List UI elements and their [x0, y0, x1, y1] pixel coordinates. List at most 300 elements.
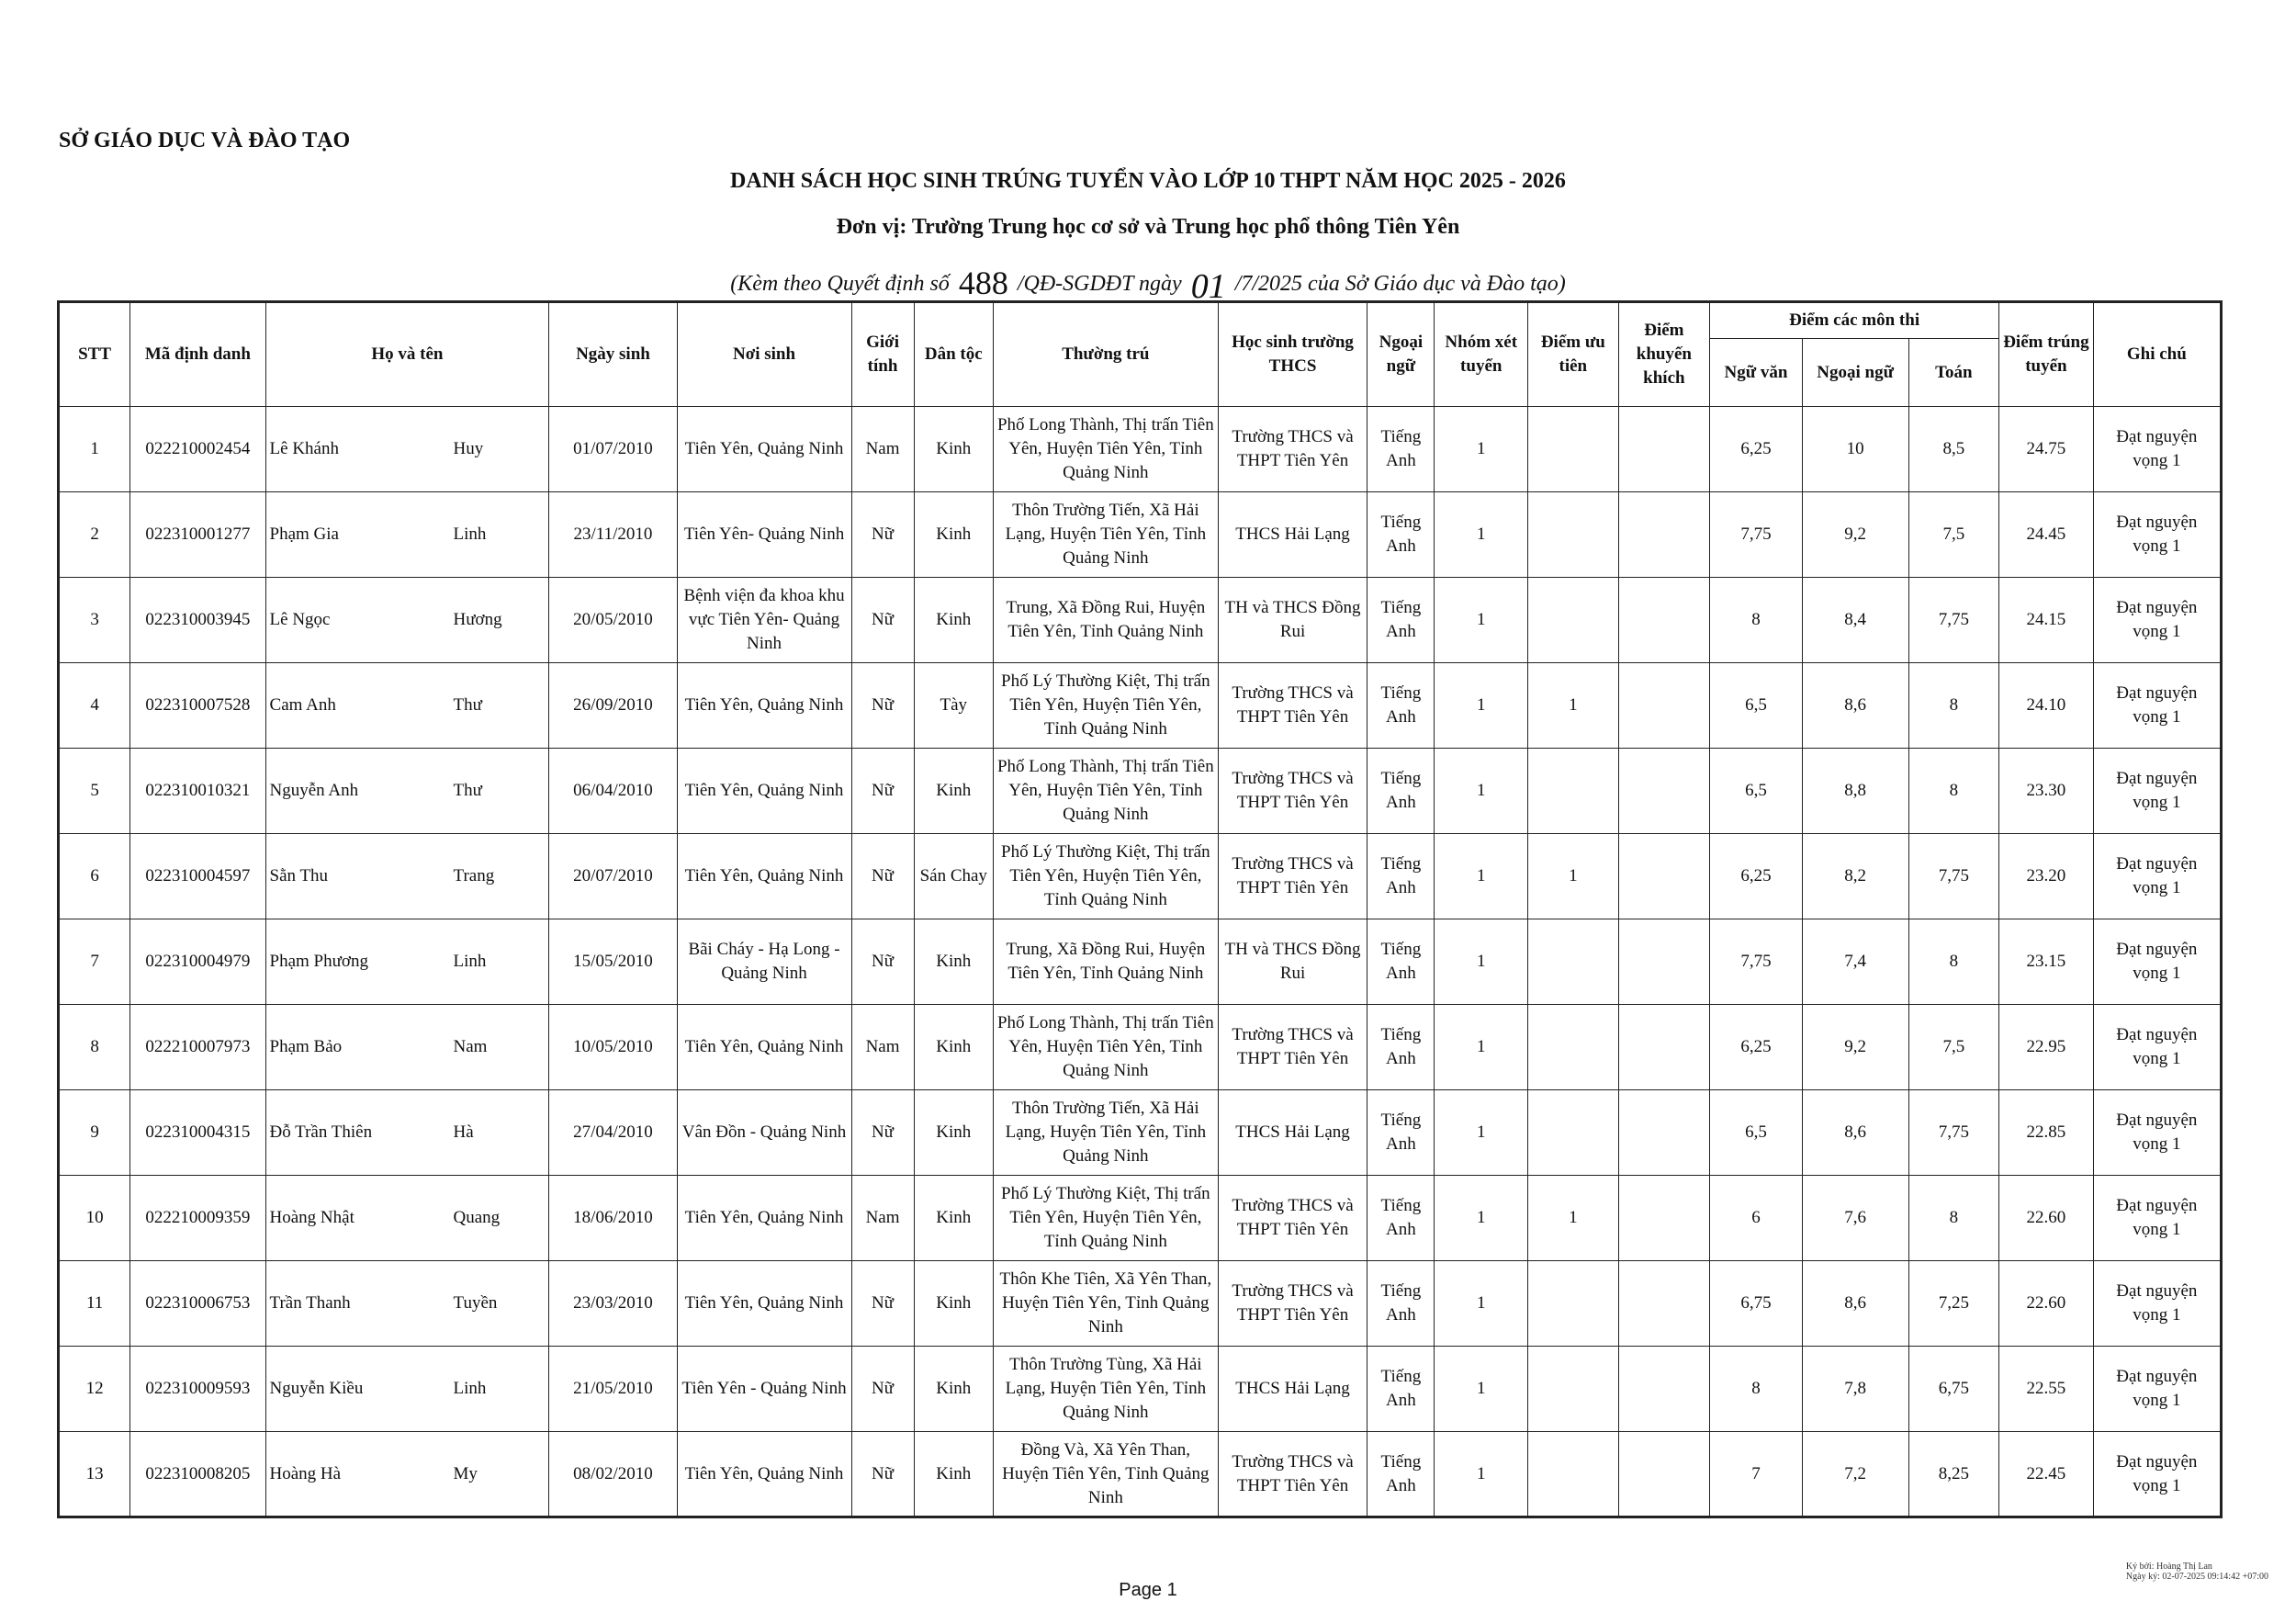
cell-priority [1528, 1261, 1619, 1347]
cell-residence: Đồng Và, Xã Yên Than, Huyện Tiên Yên, Tỉnh Quảng Ninh [993, 1432, 1218, 1517]
cell-note: Đạt nguyện vọng 1 [2093, 1432, 2221, 1517]
col-gender: Giới tính [851, 302, 914, 407]
table-row [59, 1005, 2222, 1090]
table-row [59, 1432, 2222, 1517]
cell-total: 23.30 [1999, 749, 2094, 834]
cell-note: Đạt nguyện vọng 1 [2093, 919, 2221, 1005]
cell-name [265, 919, 549, 1005]
cell-ethnicity: Kinh [914, 1261, 993, 1347]
cell-lit: 6,75 [1710, 1261, 1803, 1347]
cell-total: 22.85 [1999, 1090, 2094, 1176]
cell-foreign: 7,4 [1802, 919, 1908, 1005]
cell-priority [1528, 1090, 1619, 1176]
cell-school: TH và THCS Đồng Rui [1218, 919, 1367, 1005]
cell-language: Tiếng Anh [1367, 1432, 1435, 1517]
cell-note: Đạt nguyện vọng 1 [2093, 834, 2221, 919]
table-row [59, 919, 2222, 1005]
cell-priority: 1 [1528, 663, 1619, 749]
cell-gender: Nam [851, 1005, 914, 1090]
cell-name [265, 1005, 549, 1090]
cell-given-name: Hà [453, 1122, 474, 1142]
cell-group: 1 [1435, 1176, 1528, 1261]
cell-first-name: Phạm Phương [269, 952, 368, 971]
cell-given-name: Linh [453, 952, 487, 971]
col-math: Toán [1908, 339, 1999, 407]
cell-math: 7,5 [1908, 492, 1999, 578]
cell-first-name: Phạm Bảo [269, 1037, 343, 1056]
cell-group: 1 [1435, 1005, 1528, 1090]
cell-foreign: 8,8 [1802, 749, 1908, 834]
cell-ethnicity: Sán Chay [914, 834, 993, 919]
cell-group: 1 [1435, 1347, 1528, 1432]
col-foreign: Ngoại ngữ [1802, 339, 1908, 407]
cell-lit: 6 [1710, 1176, 1803, 1261]
cell-birthplace: Tiên Yên, Quảng Ninh [677, 407, 851, 492]
cell-dob: 18/06/2010 [549, 1176, 677, 1261]
cell-id: 022310009593 [130, 1347, 265, 1432]
col-lit: Ngữ văn [1710, 339, 1803, 407]
table-row [59, 1347, 2222, 1432]
cell-first-name: Lê Khánh [269, 439, 339, 458]
cell-lit: 6,25 [1710, 407, 1803, 492]
cell-language: Tiếng Anh [1367, 578, 1435, 663]
cell-dob: 20/05/2010 [549, 578, 677, 663]
cell-language: Tiếng Anh [1367, 1261, 1435, 1347]
cell-birthplace: Tiên Yên, Quảng Ninh [677, 1432, 851, 1517]
cell-gender: Nữ [851, 834, 914, 919]
cell-stt: 1 [59, 407, 130, 492]
cell-first-name: Đỗ Trần Thiên [269, 1122, 373, 1142]
cell-foreign: 8,6 [1802, 1090, 1908, 1176]
cell-math: 8 [1908, 1176, 1999, 1261]
cell-dob: 08/02/2010 [549, 1432, 677, 1517]
cell-given-name: Linh [453, 524, 487, 544]
cell-lit: 7,75 [1710, 919, 1803, 1005]
cell-gender: Nữ [851, 1261, 914, 1347]
cell-total: 23.15 [1999, 919, 2094, 1005]
cell-first-name: Hoàng Hà [269, 1463, 342, 1483]
cell-dob: 15/05/2010 [549, 919, 677, 1005]
cell-birthplace: Tiên Yên, Quảng Ninh [677, 749, 851, 834]
cell-stt: 6 [59, 834, 130, 919]
cell-language: Tiếng Anh [1367, 834, 1435, 919]
cell-residence: Phố Long Thành, Thị trấn Tiên Yên, Huyện Tiên Yên, Tỉnh Quảng Ninh [993, 749, 1218, 834]
cell-gender: Nữ [851, 1090, 914, 1176]
cell-language: Tiếng Anh [1367, 919, 1435, 1005]
decision-day: 01 [1190, 267, 1226, 306]
cell-group: 1 [1435, 663, 1528, 749]
cell-language: Tiếng Anh [1367, 407, 1435, 492]
cell-total: 22.45 [1999, 1432, 2094, 1517]
col-id: Mã định danh [130, 302, 265, 407]
cell-total: 24.45 [1999, 492, 2094, 578]
cell-math: 8,25 [1908, 1432, 1999, 1517]
cell-priority [1528, 407, 1619, 492]
cell-foreign: 10 [1802, 407, 1908, 492]
cell-school: Trường THCS và THPT Tiên Yên [1218, 1261, 1367, 1347]
cell-given-name: Linh [453, 1379, 487, 1398]
col-note: Ghi chú [2093, 302, 2221, 407]
cell-priority: 1 [1528, 834, 1619, 919]
cell-note: Đạt nguyện vọng 1 [2093, 1090, 2221, 1176]
cell-birthplace: Vân Đồn - Quảng Ninh [677, 1090, 851, 1176]
cell-stt: 13 [59, 1432, 130, 1517]
cell-residence: Phố Long Thành, Thị trấn Tiên Yên, Huyện Tiên Yên, Tỉnh Quảng Ninh [993, 407, 1218, 492]
cell-priority: 1 [1528, 1176, 1619, 1261]
cell-note: Đạt nguyện vọng 1 [2093, 492, 2221, 578]
cell-residence: Phố Lý Thường Kiệt, Thị trấn Tiên Yên, Huyện Tiên Yên, Tỉnh Quảng Ninh [993, 663, 1218, 749]
cell-residence: Phố Lý Thường Kiệt, Thị trấn Tiên Yên, Huyện Tiên Yên, Tỉnh Quảng Ninh [993, 834, 1218, 919]
cell-lit: 7,75 [1710, 492, 1803, 578]
cell-name [265, 834, 549, 919]
cell-note: Đạt nguyện vọng 1 [2093, 578, 2221, 663]
cell-foreign: 8,6 [1802, 1261, 1908, 1347]
signed-date: Ngày ký: 02-07-2025 09:14:42 +07:00 [2125, 1572, 2268, 1582]
cell-gender: Nữ [851, 578, 914, 663]
cell-total: 22.95 [1999, 1005, 2094, 1090]
cell-dob: 20/07/2010 [549, 834, 677, 919]
cell-foreign: 8,6 [1802, 663, 1908, 749]
cell-school: Trường THCS và THPT Tiên Yên [1218, 663, 1367, 749]
cell-first-name: Phạm Gia [269, 524, 339, 544]
cell-stt: 8 [59, 1005, 130, 1090]
table-row [59, 749, 2222, 834]
cell-name [265, 663, 549, 749]
cell-math: 8 [1908, 919, 1999, 1005]
cell-bonus [1618, 578, 1710, 663]
cell-residence: Phố Long Thành, Thị trấn Tiên Yên, Huyện Tiên Yên, Tỉnh Quảng Ninh [993, 1005, 1218, 1090]
cell-total: 22.55 [1999, 1347, 2094, 1432]
unit-name: Đơn vị: Trường Trung học cơ sở và Trung học phổ thông Tiên Yên [836, 215, 1460, 239]
col-total: Điểm trúng tuyển [1999, 302, 2094, 407]
cell-bonus [1618, 492, 1710, 578]
cell-first-name: Lê Ngọc [269, 610, 331, 629]
cell-dob: 06/04/2010 [549, 749, 677, 834]
cell-note: Đạt nguyện vọng 1 [2093, 1347, 2221, 1432]
cell-note: Đạt nguyện vọng 1 [2093, 1261, 2221, 1347]
cell-priority [1528, 492, 1619, 578]
cell-given-name: Huy [453, 439, 484, 458]
cell-priority [1528, 578, 1619, 663]
cell-birthplace: Tiên Yên- Quảng Ninh [677, 492, 851, 578]
cell-id: 022210009359 [130, 1176, 265, 1261]
cell-ethnicity: Kinh [914, 407, 993, 492]
cell-math: 8 [1908, 663, 1999, 749]
cell-residence: Phố Lý Thường Kiệt, Thị trấn Tiên Yên, Huyện Tiên Yên, Tỉnh Quảng Ninh [993, 1176, 1218, 1261]
cell-ethnicity: Kinh [914, 492, 993, 578]
cell-bonus [1618, 749, 1710, 834]
cell-given-name: Thư [453, 695, 482, 715]
cell-dob: 01/07/2010 [549, 407, 677, 492]
table-row [59, 578, 2222, 663]
cell-group: 1 [1435, 578, 1528, 663]
cell-name [265, 1261, 549, 1347]
cell-foreign: 7,6 [1802, 1176, 1908, 1261]
cell-bonus [1618, 1090, 1710, 1176]
cell-gender: Nữ [851, 492, 914, 578]
col-school: Học sinh trường THCS [1218, 302, 1367, 407]
decision-suffix: /7/2025 của Sở Giáo dục và Đào tạo) [1234, 272, 1566, 296]
col-residence: Thường trú [993, 302, 1218, 407]
cell-school: THCS Hải Lạng [1218, 1347, 1367, 1432]
col-dob: Ngày sinh [549, 302, 677, 407]
cell-given-name: Thư [453, 781, 482, 800]
cell-ethnicity: Kinh [914, 1432, 993, 1517]
cell-id: 022310001277 [130, 492, 265, 578]
decision-reference [0, 259, 2296, 306]
page-number: Page 1 [1119, 1580, 1177, 1600]
cell-birthplace: Bệnh viện đa khoa khu vực Tiên Yên- Quảng Ninh [677, 578, 851, 663]
cell-dob: 10/05/2010 [549, 1005, 677, 1090]
col-name: Họ và tên [265, 302, 549, 407]
cell-ethnicity: Kinh [914, 1176, 993, 1261]
cell-bonus [1618, 1005, 1710, 1090]
cell-name [265, 407, 549, 492]
cell-id: 022310010321 [130, 749, 265, 834]
cell-name [265, 749, 549, 834]
cell-birthplace: Bãi Cháy - Hạ Long - Quảng Ninh [677, 919, 851, 1005]
cell-gender: Nữ [851, 749, 914, 834]
cell-gender: Nam [851, 1176, 914, 1261]
cell-given-name: Nam [453, 1037, 488, 1056]
cell-dob: 23/03/2010 [549, 1261, 677, 1347]
col-language: Ngoại ngữ [1367, 302, 1435, 407]
cell-ethnicity: Kinh [914, 578, 993, 663]
admission-table [57, 300, 2223, 1518]
cell-first-name: Sằn Thu [269, 866, 329, 885]
signed-by: Ký bởi: Hoàng Thị Lan [2125, 1562, 2212, 1572]
cell-ethnicity: Tày [914, 663, 993, 749]
cell-residence: Thôn Khe Tiên, Xã Yên Than, Huyện Tiên Yên, Tỉnh Quảng Ninh [993, 1261, 1218, 1347]
cell-id: 022310004315 [130, 1090, 265, 1176]
cell-birthplace: Tiên Yên, Quảng Ninh [677, 1176, 851, 1261]
cell-stt: 4 [59, 663, 130, 749]
cell-id: 022310006753 [130, 1261, 265, 1347]
table-row [59, 1261, 2222, 1347]
cell-school: Trường THCS và THPT Tiên Yên [1218, 1005, 1367, 1090]
cell-lit: 6,25 [1710, 834, 1803, 919]
cell-stt: 11 [59, 1261, 130, 1347]
cell-birthplace: Tiên Yên, Quảng Ninh [677, 834, 851, 919]
cell-school: Trường THCS và THPT Tiên Yên [1218, 834, 1367, 919]
cell-school: Trường THCS và THPT Tiên Yên [1218, 749, 1367, 834]
table-row [59, 492, 2222, 578]
cell-priority [1528, 919, 1619, 1005]
cell-ethnicity: Kinh [914, 1347, 993, 1432]
cell-given-name: Trang [453, 866, 495, 885]
cell-birthplace: Tiên Yên, Quảng Ninh [677, 663, 851, 749]
cell-ethnicity: Kinh [914, 919, 993, 1005]
cell-birthplace: Tiên Yên - Quảng Ninh [677, 1347, 851, 1432]
table-row [59, 834, 2222, 919]
cell-note: Đạt nguyện vọng 1 [2093, 1005, 2221, 1090]
cell-id: 022310004597 [130, 834, 265, 919]
cell-residence: Trung, Xã Đồng Rui, Huyện Tiên Yên, Tỉnh Quảng Ninh [993, 578, 1218, 663]
col-priority: Điểm ưu tiên [1528, 302, 1619, 407]
cell-group: 1 [1435, 749, 1528, 834]
cell-lit: 8 [1710, 1347, 1803, 1432]
cell-name [265, 1176, 549, 1261]
document-title: DANH SÁCH HỌC SINH TRÚNG TUYỂN VÀO LỚP 10 THPT NĂM HỌC 2025 - 2026 [730, 169, 1566, 193]
cell-school: Trường THCS và THPT Tiên Yên [1218, 1432, 1367, 1517]
cell-bonus [1618, 919, 1710, 1005]
cell-ethnicity: Kinh [914, 1005, 993, 1090]
cell-group: 1 [1435, 1090, 1528, 1176]
table-row [59, 1176, 2222, 1261]
cell-bonus [1618, 1432, 1710, 1517]
cell-group: 1 [1435, 834, 1528, 919]
cell-foreign: 7,8 [1802, 1347, 1908, 1432]
cell-foreign: 8,4 [1802, 578, 1908, 663]
cell-total: 24.15 [1999, 578, 2094, 663]
decision-mid: /QĐ-SGDĐT ngày [1017, 272, 1182, 296]
cell-first-name: Nguyễn Kiều [269, 1379, 364, 1398]
col-ethnicity: Dân tộc [914, 302, 993, 407]
cell-total: 22.60 [1999, 1261, 2094, 1347]
cell-gender: Nữ [851, 919, 914, 1005]
cell-language: Tiếng Anh [1367, 492, 1435, 578]
cell-language: Tiếng Anh [1367, 663, 1435, 749]
col-bonus: Điểm khuyến khích [1618, 302, 1710, 407]
cell-group: 1 [1435, 1432, 1528, 1517]
cell-note: Đạt nguyện vọng 1 [2093, 663, 2221, 749]
cell-math: 7,75 [1908, 578, 1999, 663]
cell-group: 1 [1435, 407, 1528, 492]
cell-given-name: Tuyền [453, 1293, 498, 1313]
cell-priority [1528, 1432, 1619, 1517]
cell-lit: 8 [1710, 578, 1803, 663]
cell-stt: 3 [59, 578, 130, 663]
cell-group: 1 [1435, 919, 1528, 1005]
decision-number: 488 [958, 265, 1008, 301]
cell-language: Tiếng Anh [1367, 1090, 1435, 1176]
cell-bonus [1618, 1347, 1710, 1432]
cell-gender: Nữ [851, 1347, 914, 1432]
cell-language: Tiếng Anh [1367, 749, 1435, 834]
cell-total: 22.60 [1999, 1176, 2094, 1261]
cell-lit: 6,25 [1710, 1005, 1803, 1090]
cell-ethnicity: Kinh [914, 1090, 993, 1176]
cell-priority [1528, 1347, 1619, 1432]
cell-note: Đạt nguyện vọng 1 [2093, 407, 2221, 492]
col-birthplace: Nơi sinh [677, 302, 851, 407]
cell-ethnicity: Kinh [914, 749, 993, 834]
cell-first-name: Hoàng Nhật [269, 1208, 355, 1227]
cell-gender: Nữ [851, 1432, 914, 1517]
cell-id: 022310008205 [130, 1432, 265, 1517]
cell-math: 7,5 [1908, 1005, 1999, 1090]
cell-name [265, 1090, 549, 1176]
cell-id: 022310007528 [130, 663, 265, 749]
cell-math: 8 [1908, 749, 1999, 834]
col-scores-group: Điểm các môn thi [1710, 302, 1999, 339]
cell-first-name: Cam Anh [269, 695, 336, 715]
cell-stt: 12 [59, 1347, 130, 1432]
cell-id: 022310003945 [130, 578, 265, 663]
cell-dob: 27/04/2010 [549, 1090, 677, 1176]
cell-group: 1 [1435, 492, 1528, 578]
cell-residence: Trung, Xã Đồng Rui, Huyện Tiên Yên, Tỉnh Quảng Ninh [993, 919, 1218, 1005]
cell-school: TH và THCS Đồng Rui [1218, 578, 1367, 663]
cell-gender: Nam [851, 407, 914, 492]
cell-math: 7,75 [1908, 834, 1999, 919]
cell-language: Tiếng Anh [1367, 1005, 1435, 1090]
cell-language: Tiếng Anh [1367, 1176, 1435, 1261]
cell-school: Trường THCS và THPT Tiên Yên [1218, 1176, 1367, 1261]
cell-dob: 21/05/2010 [549, 1347, 677, 1432]
cell-stt: 9 [59, 1090, 130, 1176]
cell-bonus [1618, 1261, 1710, 1347]
cell-stt: 5 [59, 749, 130, 834]
cell-lit: 6,5 [1710, 1090, 1803, 1176]
cell-first-name: Trần Thanh [269, 1293, 351, 1313]
cell-given-name: Hương [453, 610, 502, 629]
cell-lit: 6,5 [1710, 663, 1803, 749]
cell-total: 24.75 [1999, 407, 2094, 492]
cell-foreign: 7,2 [1802, 1432, 1908, 1517]
department-name: SỞ GIÁO DỤC VÀ ĐÀO TẠO [59, 129, 351, 152]
cell-foreign: 9,2 [1802, 492, 1908, 578]
col-stt: STT [59, 302, 130, 407]
cell-stt: 2 [59, 492, 130, 578]
cell-bonus [1618, 834, 1710, 919]
cell-residence: Thôn Trường Tùng, Xã Hải Lạng, Huyện Tiên Yên, Tỉnh Quảng Ninh [993, 1347, 1218, 1432]
cell-lit: 7 [1710, 1432, 1803, 1517]
cell-math: 6,75 [1908, 1347, 1999, 1432]
cell-total: 24.10 [1999, 663, 2094, 749]
cell-residence: Thôn Trường Tiến, Xã Hải Lạng, Huyện Tiên Yên, Tỉnh Quảng Ninh [993, 492, 1218, 578]
cell-note: Đạt nguyện vọng 1 [2093, 1176, 2221, 1261]
cell-given-name: My [453, 1463, 478, 1483]
cell-residence: Thôn Trường Tiến, Xã Hải Lạng, Huyện Tiên Yên, Tỉnh Quảng Ninh [993, 1090, 1218, 1176]
cell-stt: 10 [59, 1176, 130, 1261]
col-group: Nhóm xét tuyển [1435, 302, 1528, 407]
cell-note: Đạt nguyện vọng 1 [2093, 749, 2221, 834]
cell-dob: 23/11/2010 [549, 492, 677, 578]
cell-math: 7,75 [1908, 1090, 1999, 1176]
table-row [59, 663, 2222, 749]
cell-id: 022310004979 [130, 919, 265, 1005]
cell-name [265, 1347, 549, 1432]
cell-bonus [1618, 1176, 1710, 1261]
decision-prefix: (Kèm theo Quyết định số [730, 272, 950, 296]
cell-name [265, 492, 549, 578]
digital-signature [2126, 1562, 2268, 1582]
cell-language: Tiếng Anh [1367, 1347, 1435, 1432]
cell-lit: 6,5 [1710, 749, 1803, 834]
cell-name [265, 578, 549, 663]
table-row [59, 1090, 2222, 1176]
cell-math: 7,25 [1908, 1261, 1999, 1347]
cell-first-name: Nguyễn Anh [269, 781, 359, 800]
cell-name [265, 1432, 549, 1517]
cell-priority [1528, 749, 1619, 834]
cell-math: 8,5 [1908, 407, 1999, 492]
cell-id: 022210007973 [130, 1005, 265, 1090]
cell-dob: 26/09/2010 [549, 663, 677, 749]
cell-bonus [1618, 407, 1710, 492]
cell-priority [1528, 1005, 1619, 1090]
cell-birthplace: Tiên Yên, Quảng Ninh [677, 1005, 851, 1090]
cell-id: 022210002454 [130, 407, 265, 492]
cell-school: THCS Hải Lạng [1218, 1090, 1367, 1176]
cell-foreign: 8,2 [1802, 834, 1908, 919]
cell-total: 23.20 [1999, 834, 2094, 919]
cell-bonus [1618, 663, 1710, 749]
cell-birthplace: Tiên Yên, Quảng Ninh [677, 1261, 851, 1347]
cell-school: Trường THCS và THPT Tiên Yên [1218, 407, 1367, 492]
cell-group: 1 [1435, 1261, 1528, 1347]
